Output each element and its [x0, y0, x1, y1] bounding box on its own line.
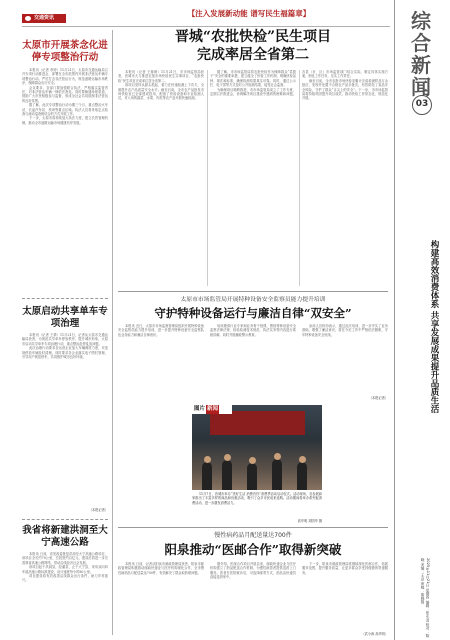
- person-figure: [202, 462, 212, 490]
- header-rule: [22, 26, 390, 27]
- photo-news-tag: [192, 405, 232, 414]
- main-article-3-body: [118, 562, 388, 632]
- paragraph: 参训人员纷纷表示，通过此次培训，进一步夯实了业务基础，增强了廉洁意识，将在今后工作中严格依法履职，守牢特种设备安全底线。: [302, 324, 388, 337]
- paragraph: 该项目坚持从源头抓起，着力在快速检测上下功夫，全面提升农产品质量安全水平。截至目前，全市农产品批发市场快检室已全部建成投用，配备了快检设备和专业检测人员，对入场的蔬菜、水果、肉类等农产品开展快速检测。: [118, 83, 204, 101]
- photo-tag-b: 新闻: [207, 406, 219, 412]
- paragraph: 项目建设将有效改善沿线群众出行条件，助力乡村振兴。: [22, 574, 108, 583]
- person-figure: [272, 459, 282, 490]
- column-rule: [112, 30, 113, 635]
- paragraph: 据介绍，医邮合作项目开展以来，邮政快递企业与医疗机构建立了药品配送合作机制，为慢性病患者提供送药上门服务。患者在医院就诊后，可选择邮寄方式，药品由快递员直接送到家中。: [210, 562, 296, 580]
- left-article-2-body: [22, 333, 108, 508]
- paragraph: 本报讯（记者 李婷）11月21日，太原市交通运输局召开专项行动推进会，部署在全市范围内开展非法营运车辆专项整治行动。严厉打击非法营运行为，规范道路运输市场秩序，保障群众出行安全。: [22, 68, 108, 86]
- left-article-1-title: 太原市开展茶念化进停专项整治行动: [22, 40, 108, 63]
- left-article-3-body: [22, 552, 108, 632]
- paragraph: 下一步，阳泉市邮政管理局将继续深化医邮合作，拓展服务范围，提升服务质量，让更多群众享受到便捷的寄递服务。: [302, 562, 388, 575]
- main-article-2-credit: （本报记者）: [368, 396, 388, 400]
- column-tag: [22, 14, 66, 23]
- main-article-1-title-line-1: 晋城“农批快检”民生项目: [174, 29, 332, 45]
- photo-credit: 高华明 刘国华 摄: [297, 519, 322, 523]
- main-article-2-body: [118, 324, 388, 396]
- left-article-1-body: [22, 68, 108, 296]
- paragraph: 据了解，市市场监管局将农批快检作为保障群众“菜篮子”安全的重要举措，建立健全了快检工作机制，明确快检品种、频次和标准，确保检测结果真实可靠。同时，通过公示栏、电子屏等方式及时公开检测结果，接受社会监督。: [210, 70, 296, 88]
- paragraph: 本报讯（记者 王蓉颜）11月21日，市市场监管局获悉，晋城市大力推进农批市场快检民生实事项目，“农批快检”民生项目完成率位居全省第二。: [118, 70, 204, 83]
- paragraph: 本报讯 日前，记者从阳泉市邮政管理局获悉，阳泉市邮政管理局积极推动邮政快递业与医疗机构深化合作，全市慢性病药品月配送量达700件，有效解决了群众取药难问题。: [118, 562, 204, 575]
- main-article-1-title-line-2: 完成率居全省第二: [197, 47, 309, 63]
- main-article-2-title: 守护特种设备运行与廉洁自律“双安全”: [154, 306, 352, 320]
- left-article-2-title: 太原启动共享单车专项治理: [22, 306, 108, 329]
- paragraph: 该项目起于洪洞县，经蒲县，止于大宁县，采用双向四车道高速公路标准建设，设计速度每小时80公里。: [22, 565, 108, 574]
- paragraph: 下一步，太原市将持续加大执法力度，建立长效管理机制，推动全市道路运输市场健康有序发展。: [22, 116, 108, 125]
- photo-caption: [192, 492, 322, 518]
- left-article-3-title: 我省将新建洪洞至大宁高速公路: [22, 525, 108, 548]
- paragraph: 会议要求，各部门要加强联合执法，严格落实监管责任，对非法营运车辆一律依法查处。同时要畅通举报渠道，鼓励广大市民积极参与监督，形成全社会共同抵制非法营运的良好氛围。: [22, 85, 108, 103]
- main-article-1-body: [118, 70, 388, 286]
- stage-screen: [210, 411, 305, 435]
- news-photo: [192, 405, 322, 490]
- divider: [118, 527, 388, 528]
- person-figure: [297, 462, 307, 490]
- person-figure: [247, 463, 257, 490]
- paragraph: 本报讯（记者 王倩）11月21日，记者从太原市交通运输局获悉，为规范共享单车停放秩序，提升城市形象，太原市启动共享单车专项治理行动，重点整治乱停乱放问题。: [22, 333, 108, 346]
- issue-meta: 2025年11月21日 星期四 编辑：张永清 校对：陈晓 美编：王泽 审稿：胡晓磊: [421, 558, 430, 638]
- divider: [22, 519, 108, 520]
- divider: [22, 298, 108, 299]
- paragraph: 截至目前，全市农批市场快检室累计完成检测样品万余批次，发现并处置不合格农产品多批次，有效防范了食品安全风险，守护了群众“舌尖上的安全”。下一步，市市场监管局将持续巩固提升项目成效，推动快检工作常态化、规范化开展。: [302, 78, 388, 101]
- rail-slogan: 构建高效消费体系 共享发展成果提升品质生活: [429, 240, 439, 413]
- main-article-3-kicker: 慢性病药品月配送量达700件: [214, 532, 292, 539]
- main-article-3-title: 阳泉推动“医邮合作”取得新突破: [164, 542, 342, 557]
- main-article-2-kicker: 太原市市场监管局开展特种设备安全监察员能力提升培训: [180, 297, 326, 303]
- divider: [118, 291, 388, 292]
- paragraph: 培训邀请行业专家和业务骨干授课，围绕特种设备安全监察法律法规、检验检测技术规范、执法实务等内容进行系统讲解，同时开展廉政警示教育。: [210, 324, 296, 337]
- main-article-3-credit: （武小涛 高华明）: [361, 632, 388, 636]
- section-title: 综合新闻: [411, 9, 431, 99]
- paragraph: 据了解，此次专项整治行动为期三个月，重点整治火车站、长途汽车站、机场等重点区域。执法人员将采取定点检查与流动巡查相结合的方式开展工作。: [22, 103, 108, 117]
- rail-rule: [394, 0, 395, 640]
- caption-text: 11月7日，晋城市举办“美好生活 消费有你”消费季活动启动仪式。活动现场，各参展商家推出了丰富多样的商品和优惠活动，吸引了众多市民前来选购。活动期间将举办系列促消费活动，进一步激发消费活力。: [192, 492, 322, 505]
- column-tag-label: 交通资讯: [34, 15, 55, 21]
- paragraph: 为确保项目顺利推进，市市场监管局成立了工作专班，定期召开推进会，协调解决项目建设中遇到的困难和问题。各县（市、区）市场监管部门结合实际，制定具体实施方案，细化工作任务，压实工作责任。: [210, 70, 388, 97]
- bus-icon: [25, 16, 31, 21]
- paragraph: 本报讯 近日，太原市市场监督管理局组织开展特种设备安全监察员能力提升培训，进一步提升特种设备安全监察队伍业务能力和廉洁自律意识。: [118, 324, 204, 337]
- paragraph: 此次治理行动要求各运营企业加大车辆调度力度，对违规停放车辆及时清理。同时要求各企业落实电子围栏管理，引导用户规范停车，共同维护城市良好环境。: [22, 346, 108, 360]
- photo-tag-a: 图片: [194, 406, 206, 412]
- paragraph: 本报讯 日前，省发改委批复洪洞至大宁高速公路项目，该项目全长约70公里，总投资约百亿元，建成后将进一步完善我省高速公路网络，带动沿线经济社会发展。: [22, 552, 108, 565]
- page-banner: 【注入发展新动能 谱写民生福篇章】: [187, 9, 311, 18]
- left-article-2-credit: （本报记者）: [88, 508, 108, 512]
- page-number: 03: [412, 95, 432, 115]
- person-figure: [222, 460, 232, 490]
